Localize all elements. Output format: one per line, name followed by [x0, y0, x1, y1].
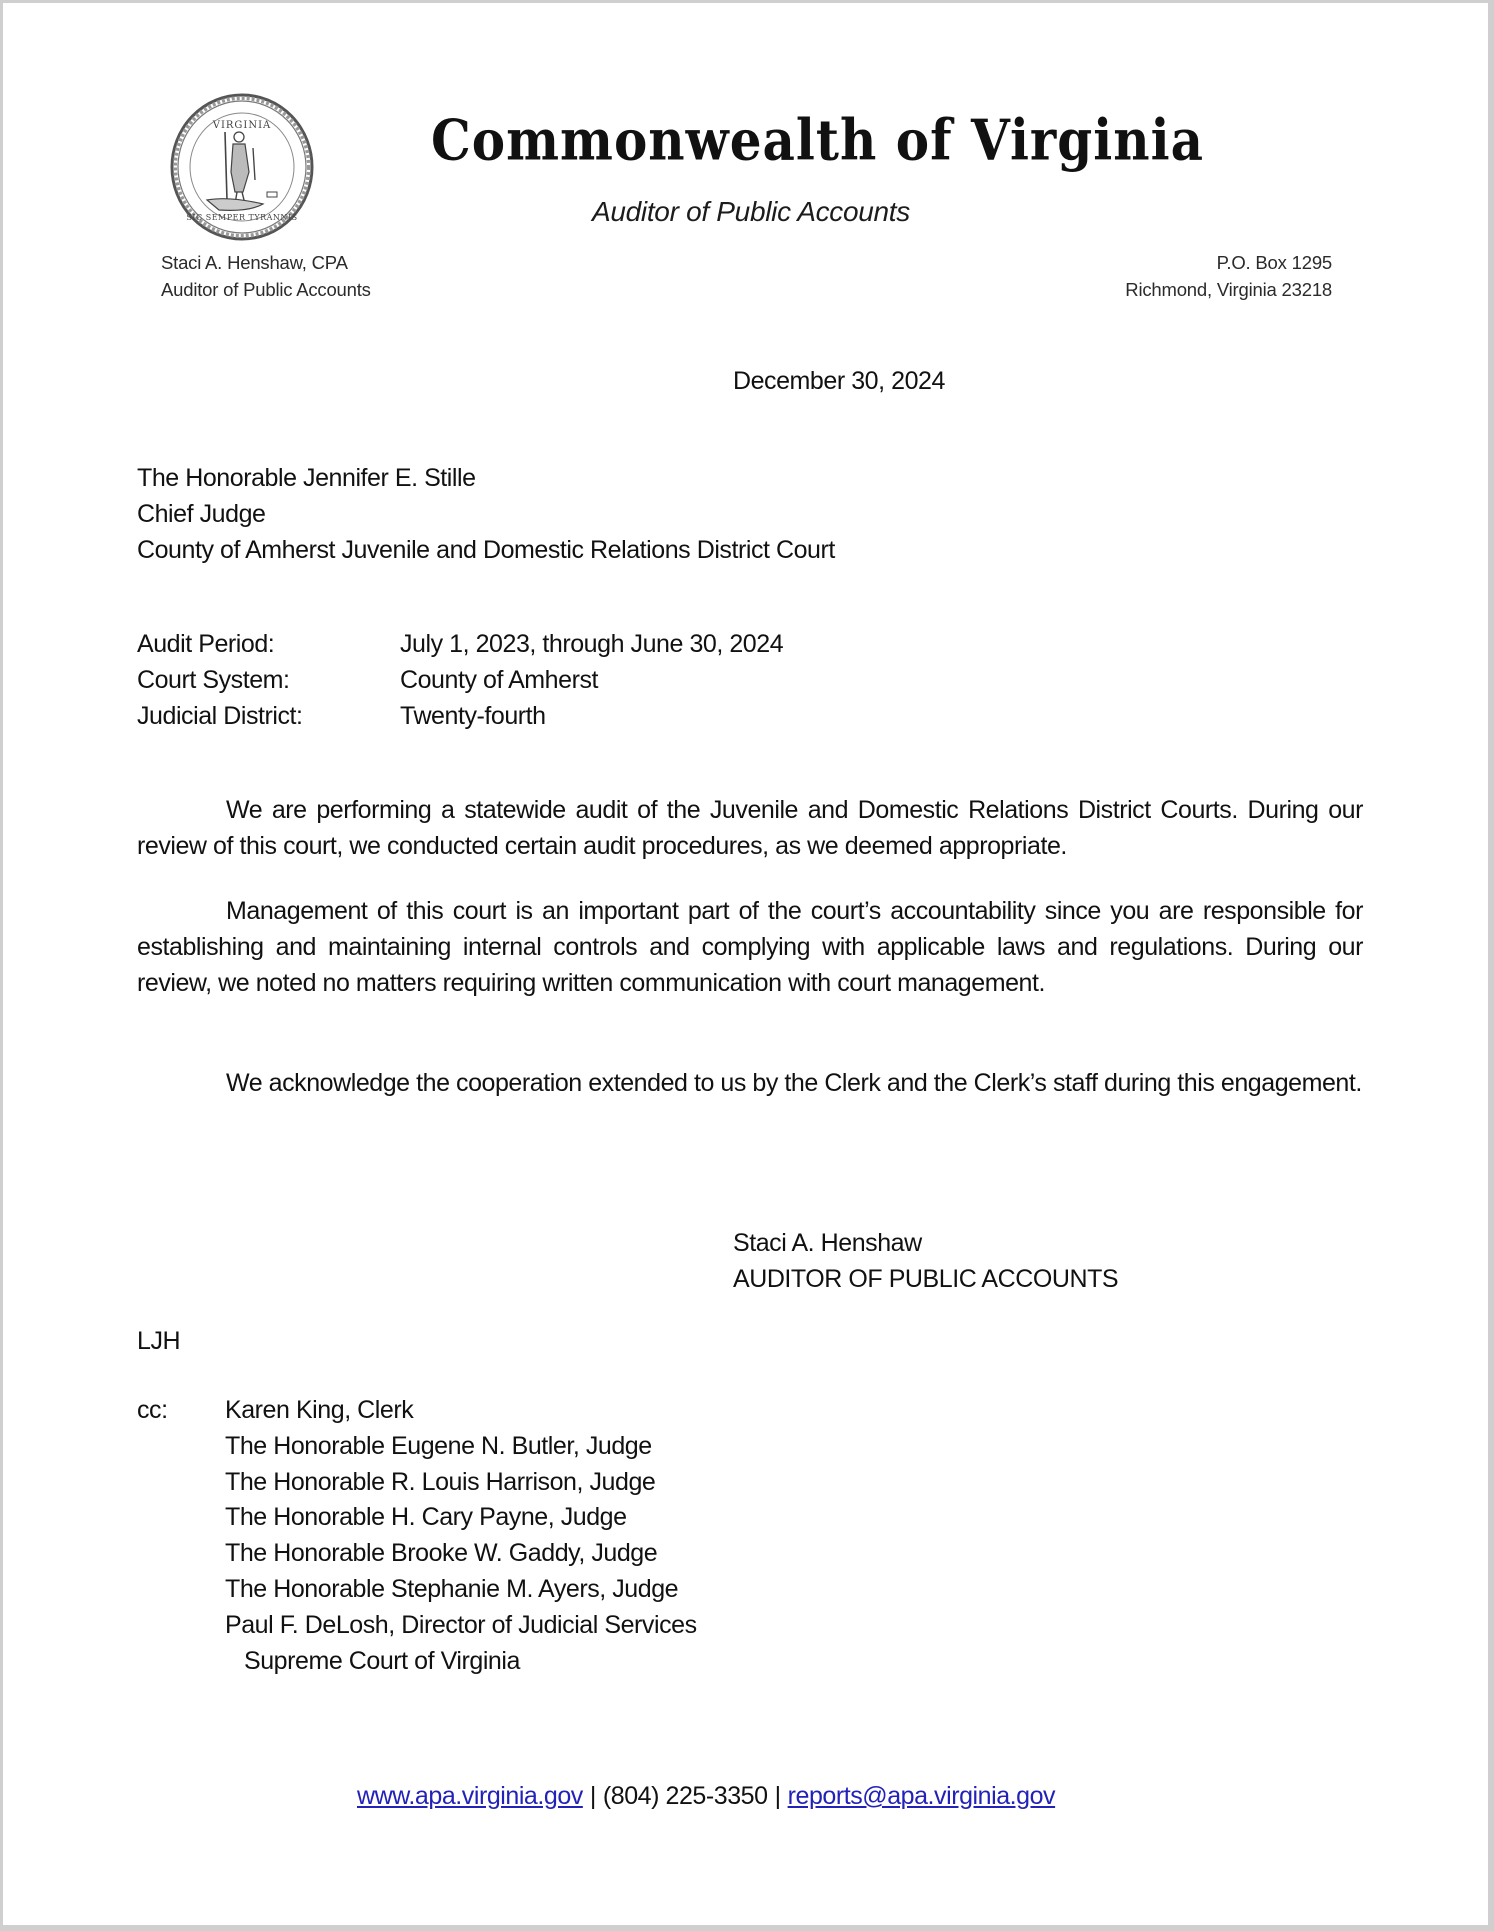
recipient-title: Chief Judge	[137, 499, 266, 528]
cc-row	[137, 1644, 697, 1680]
signature-name: Staci A. Henshaw	[733, 1229, 922, 1257]
recipient-block	[137, 461, 835, 568]
cc-row	[137, 1608, 697, 1644]
cc-row	[137, 1393, 697, 1429]
cc-row	[137, 1536, 697, 1572]
audit-period-row	[137, 627, 783, 663]
letterhead-subtitle: Auditor of Public Accounts	[591, 196, 910, 227]
cc-list	[137, 1393, 697, 1679]
cc-row	[137, 1465, 697, 1501]
cc-recipient: The Honorable H. Cary Payne, Judge	[225, 1503, 627, 1532]
signature-block	[733, 1226, 1118, 1298]
cc-row	[137, 1429, 697, 1465]
body-paragraph: We acknowledge the cooperation extended to us by the Clerk and the Clerk’s staff during this engagement.	[226, 1069, 1362, 1097]
judicial-district-row	[137, 699, 783, 735]
svg-text:VIRGINIA: VIRGINIA	[212, 120, 272, 131]
meta-value: July 1, 2023, through June 30, 2024	[400, 630, 784, 658]
meta-label: Judicial District:	[137, 701, 303, 730]
cc-recipient: The Honorable R. Louis Harrison, Judge	[225, 1467, 656, 1496]
address-line-1: P.O. Box 1295	[1216, 252, 1332, 273]
meta-value: Twenty-fourth	[400, 701, 546, 730]
cc-recipient: Karen King, Clerk	[225, 1396, 414, 1424]
cc-row	[137, 1572, 697, 1608]
separator: |	[589, 1782, 596, 1810]
separator: |	[774, 1782, 781, 1810]
recipient-name: The Honorable Jennifer E. Stille	[137, 464, 476, 492]
letterhead-address	[1125, 249, 1332, 303]
virginia-seal-icon	[169, 92, 315, 242]
cc-recipient-subline: Supreme Court of Virginia	[244, 1646, 520, 1675]
footer-contact	[357, 1782, 1055, 1811]
typist-initials: LJH	[137, 1327, 181, 1355]
sender-role: Auditor of Public Accounts	[161, 279, 371, 300]
meta-value: County of Amherst	[400, 665, 599, 694]
body-paragraph: We are performing a statewide audit of the Juvenile and Domestic Relations District Courts. During our review of this court, we conducted certain audit procedures, as we deemed appropriate.	[137, 796, 1363, 860]
cc-row	[137, 1500, 697, 1536]
meta-label: Court System:	[137, 665, 290, 694]
cc-label: cc:	[137, 1396, 168, 1424]
audit-details	[137, 627, 783, 734]
address-line-2: Richmond, Virginia 23218	[1125, 279, 1332, 300]
signature-title: AUDITOR OF PUBLIC ACCOUNTS	[733, 1264, 1119, 1293]
cc-recipient: Paul F. DeLosh, Director of Judicial Services	[225, 1610, 697, 1639]
letterhead-sender	[161, 249, 371, 303]
meta-label: Audit Period:	[137, 630, 275, 658]
email-link[interactable]: reports@apa.virginia.gov	[787, 1782, 1056, 1810]
court-system-row	[137, 663, 783, 699]
recipient-organization: County of Amherst Juvenile and Domestic Relations District Court	[137, 535, 835, 564]
letter-date: December 30, 2024	[733, 367, 945, 395]
cc-recipient: The Honorable Stephanie M. Ayers, Judge	[225, 1574, 679, 1603]
svg-text:SIC SEMPER TYRANNIS: SIC SEMPER TYRANNIS	[186, 213, 298, 222]
cc-recipient: The Honorable Eugene N. Butler, Judge	[225, 1431, 652, 1460]
cc-recipient: The Honorable Brooke W. Gaddy, Judge	[225, 1539, 658, 1568]
sender-name: Staci A. Henshaw, CPA	[161, 252, 348, 273]
letterhead-title: Commonwealth of Virginia	[431, 107, 1204, 174]
phone-number: (804) 225-3350	[602, 1782, 768, 1810]
website-link[interactable]: www.apa.virginia.gov	[357, 1782, 583, 1810]
body-paragraph: Management of this court is an important part of the court’s accountability since you are responsible for establishing and maintaining internal controls and complying with applicable laws and regulations. During our review, we noted no matters requiring written communication with court management.	[137, 897, 1363, 997]
